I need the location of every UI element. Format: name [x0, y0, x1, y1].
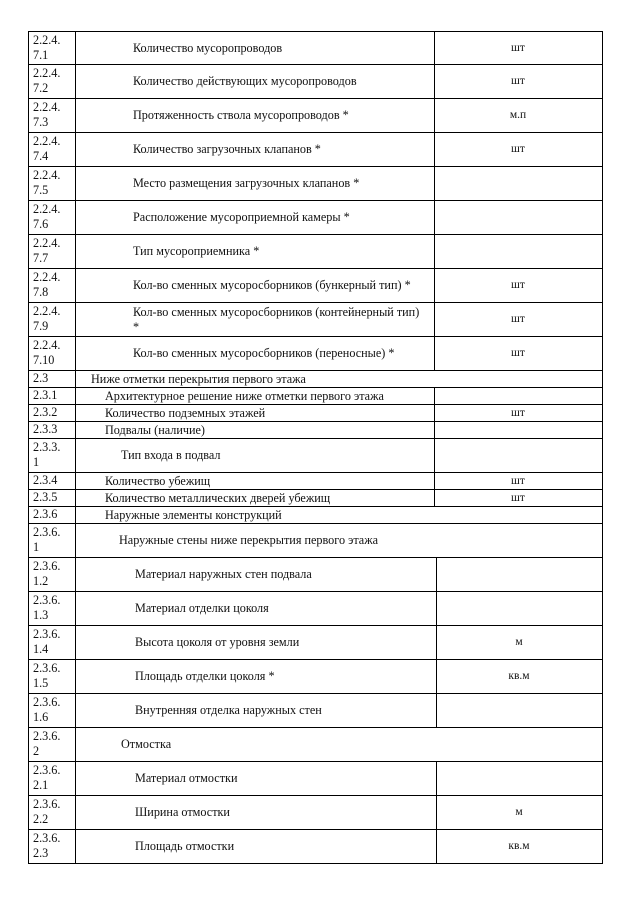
row-unit: шт [511, 406, 525, 419]
row-name: Материал отмостки [135, 771, 238, 785]
column-divider [75, 422, 76, 438]
row-name: Архитектурное решение ниже отметки первого этажа [105, 388, 384, 403]
table-row [28, 490, 603, 507]
row-number: 2.2.4. 7.5 [33, 168, 61, 197]
table-row [28, 439, 603, 473]
table-row [28, 269, 603, 303]
row-name: Высота цоколя от уровня земли [135, 635, 300, 649]
row-unit: шт [511, 279, 525, 291]
row-name: Отмостка [121, 737, 172, 751]
row-unit: шт [511, 474, 525, 487]
column-divider [75, 626, 76, 659]
table-row [28, 65, 603, 99]
row-unit: шт [511, 347, 525, 359]
row-name: Ниже отметки перекрытия первого этажа [91, 371, 306, 386]
row-name: Площадь отделки цоколя * [135, 669, 275, 683]
column-divider [75, 32, 76, 64]
table-row [28, 524, 603, 558]
column-divider [75, 796, 76, 829]
row-unit: шт [511, 143, 525, 155]
column-divider [75, 473, 76, 489]
table-row [28, 201, 603, 235]
table-row [28, 694, 603, 728]
column-divider [75, 269, 76, 302]
row-unit [436, 558, 602, 591]
row-name: Кол-во сменных мусоросборников (бункерный тип) * [133, 278, 411, 292]
table-row [28, 422, 603, 439]
column-divider [75, 762, 76, 795]
row-number: 2.3.4 [33, 473, 58, 487]
row-number: 2.3.6. 1.5 [33, 661, 61, 690]
row-number: 2.3.6. 1 [33, 525, 61, 554]
row-name: Наружные элементы конструкций [105, 507, 282, 522]
row-number: 2.2.4. 7.6 [33, 202, 61, 231]
row-number: 2.3.2 [33, 405, 58, 419]
row-unit [434, 439, 602, 472]
row-unit [434, 201, 602, 234]
column-divider [75, 337, 76, 370]
row-name: Наружные стены ниже перекрытия первого этажа [119, 533, 379, 547]
column-divider [75, 694, 76, 727]
row-number: 2.2.4. 7.1 [33, 33, 61, 62]
row-name: Количество действующих мусоропроводов [133, 74, 357, 88]
row-unit [436, 592, 602, 625]
row-name: Тип входа в подвал [121, 448, 221, 462]
row-unit: м [515, 806, 523, 818]
table-row [28, 303, 603, 337]
row-name: Кол-во сменных мусоросборников (контейнерный тип) * [133, 304, 420, 334]
row-number: 2.2.4. 7.2 [33, 66, 61, 95]
row-name: Расположение мусороприемной камеры * [133, 210, 350, 224]
row-number: 2.2.4. 7.4 [33, 134, 61, 163]
table-row [28, 626, 603, 660]
column-divider [75, 201, 76, 234]
table-row [28, 337, 603, 371]
table-row [28, 796, 603, 830]
table-row [28, 388, 603, 405]
row-number: 2.2.4. 7.7 [33, 236, 61, 265]
row-number: 2.3.3 [33, 422, 58, 436]
column-divider [75, 507, 76, 523]
column-divider [75, 388, 76, 404]
row-unit [436, 694, 602, 727]
row-name: Материал отделки цоколя [135, 601, 269, 615]
row-name: Количество убежищ [105, 473, 211, 488]
row-name: Площадь отмостки [135, 839, 235, 853]
row-unit: шт [511, 313, 525, 325]
row-unit: шт [511, 75, 525, 87]
column-divider [75, 99, 76, 132]
row-name: Протяженность ствола мусоропроводов * [133, 108, 349, 122]
table-row [28, 830, 603, 864]
row-name: Материал наружных стен подвала [135, 567, 312, 581]
row-unit [434, 235, 602, 268]
column-divider [75, 439, 76, 472]
row-unit: шт [511, 491, 525, 504]
row-name: Внутренняя отделка наружных стен [135, 703, 322, 717]
column-divider [75, 558, 76, 591]
table-row [28, 473, 603, 490]
row-name: Количество металлических дверей убежищ [105, 490, 331, 505]
column-divider [75, 592, 76, 625]
row-number: 2.3.6. 1.3 [33, 593, 61, 622]
row-unit [436, 762, 602, 795]
column-divider [75, 660, 76, 693]
row-name: Подвалы (наличие) [105, 422, 205, 437]
row-number: 2.3 [33, 371, 49, 385]
column-divider [75, 405, 76, 421]
row-number: 2.2.4. 7.10 [33, 338, 61, 367]
column-divider [75, 133, 76, 166]
row-name: Место размещения загрузочных клапанов * [133, 176, 360, 190]
row-number: 2.3.6. 1.4 [33, 627, 61, 656]
row-name: Ширина отмостки [135, 805, 230, 819]
table-row [28, 235, 603, 269]
row-number: 2.3.1 [33, 388, 58, 402]
row-name: Кол-во сменных мусоросборников (переносные) * [133, 346, 395, 360]
row-unit: м [515, 636, 523, 648]
row-unit [434, 422, 602, 438]
row-number: 2.3.5 [33, 490, 58, 504]
row-number: 2.2.4. 7.9 [33, 304, 61, 333]
column-divider [75, 490, 76, 506]
row-number: 2.3.6. 2 [33, 729, 61, 758]
row-number: 2.3.3. 1 [33, 440, 61, 469]
table-row [28, 371, 603, 388]
table-row [28, 133, 603, 167]
table-row [28, 728, 603, 762]
row-number: 2.2.4. 7.8 [33, 270, 61, 299]
row-unit: шт [511, 41, 525, 54]
row-name: Тип мусороприемника * [133, 244, 260, 258]
row-unit [434, 167, 602, 200]
row-unit: кв.м [508, 840, 530, 852]
column-divider [75, 303, 76, 336]
row-number: 2.3.6. 2.1 [33, 763, 61, 792]
row-name: Количество мусоропроводов [133, 40, 283, 55]
column-divider [75, 728, 76, 761]
row-unit: м.п [509, 109, 527, 121]
row-name: Количество загрузочных клапанов * [133, 142, 321, 156]
column-divider [75, 235, 76, 268]
row-number: 2.2.4. 7.3 [33, 100, 61, 129]
column-divider [75, 830, 76, 863]
table-row [28, 558, 603, 592]
table-row [28, 507, 603, 524]
column-divider [75, 371, 76, 387]
row-number: 2.3.6. 2.2 [33, 797, 61, 826]
table-row [28, 660, 603, 694]
row-number: 2.3.6. 1.6 [33, 695, 61, 724]
table-row [28, 31, 603, 65]
table-row [28, 405, 603, 422]
row-name: Количество подземных этажей [105, 405, 266, 420]
row-number: 2.3.6. 1.2 [33, 559, 61, 588]
column-divider [75, 167, 76, 200]
specification-table [28, 31, 603, 864]
table-row [28, 167, 603, 201]
table-row [28, 592, 603, 626]
row-unit [434, 388, 602, 404]
column-divider [75, 524, 76, 557]
table-row [28, 99, 603, 133]
row-unit: кв.м [508, 670, 530, 682]
column-divider [75, 65, 76, 98]
row-number: 2.3.6 [33, 507, 58, 521]
table-row [28, 762, 603, 796]
row-number: 2.3.6. 2.3 [33, 831, 61, 860]
